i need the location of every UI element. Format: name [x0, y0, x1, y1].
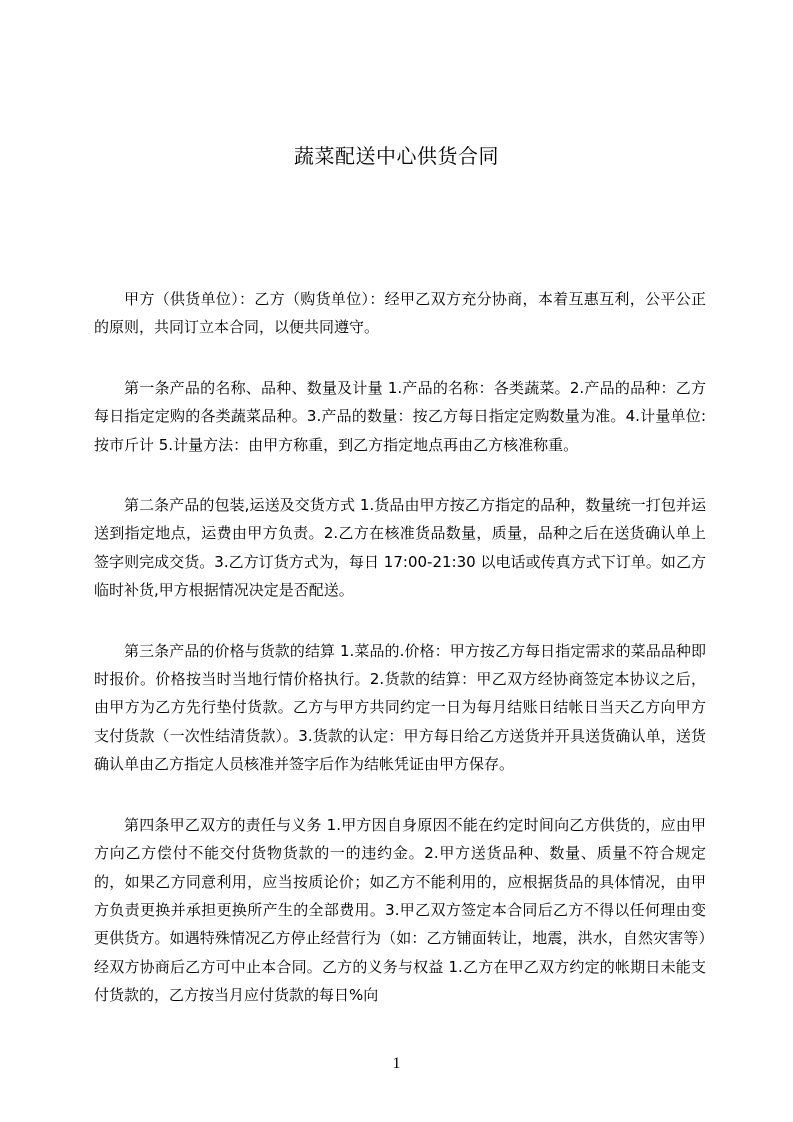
paragraph-article-3: 第三条产品的价格与货款的结算 1.菜品的.价格：甲方按乙方每日指定需求的菜品品种即时报价。价格按当时当地行情价格执行。2.货款的结算：甲乙双方经协商签定本协议之后，由甲方为乙方先行垫付货款。乙方与甲方共同约定一日为每月结账日结帐日当天乙方向甲方支付货款（一次性结清货款）。3.货款的认定：甲方每日给乙方送货并开具送货确认单，送货确认单由乙方指定人员核准并签字后作为结帐凭证由甲方保存。 [94, 641, 706, 774]
paragraph-article-1: 第一条产品的名称、品种、数量及计量 1.产品的名称：各类蔬菜。2.产品的品种：乙方每日指定定购的各类蔬菜品种。3.产品的数量：按乙方每日指定定购数量为准。4.计量单位:按市斤计 5.计量方法：由甲方称重，到乙方指定地点再由乙方核准称重。 [94, 378, 706, 454]
contract-body [94, 285, 706, 1042]
document-title: 蔬菜配送中心供货合同 [294, 144, 499, 168]
paragraph-article-2: 第二条产品的包装,运送及交货方式 1.货品由甲方按乙方指定的品种，数量统一打包并运送到指定地点，运费由甲方负责。2.乙方在核准货品数量，质量，品种之后在送货确认单上签字则完成交货。3.乙方订货方式为，每日 17:00-21:30 以电话或传真方式下订单。如乙方临时补货,甲方根据情况决定是否配送。 [94, 496, 706, 600]
paragraph-intro: 甲方（供货单位）：乙方（购货单位）：经甲乙双方充分协商，本着互惠互利，公平公正的原则，共同订立本合同，以便共同遵守。 [94, 290, 706, 337]
page-number: 1 [392, 1055, 401, 1072]
paragraph-article-4: 第四条甲乙双方的责任与义务 1.甲方因自身原因不能在约定时间向乙方供货的，应由甲方向乙方偿付不能交付货物货款的一的违约金。2.甲方送货品种、数量、质量不符合规定的，如果乙方同意利用，应当按质论价；如乙方不能利用的，应根据货品的具体情况，由甲方负责更换并承担更换所产生的全部费用。3.甲乙双方签定本合同后乙方不得以任何理由变更供货方。如遇特殊情况乙方停止经营行为（如：乙方铺面转让，地震，洪水，自然灾害等）经双方协商后乙方可中止本合同。乙方的义务与权益 1.乙方在甲乙双方约定的帐期日未能支付货款的，乙方按当月应付货款的每日%向 [94, 815, 706, 1005]
